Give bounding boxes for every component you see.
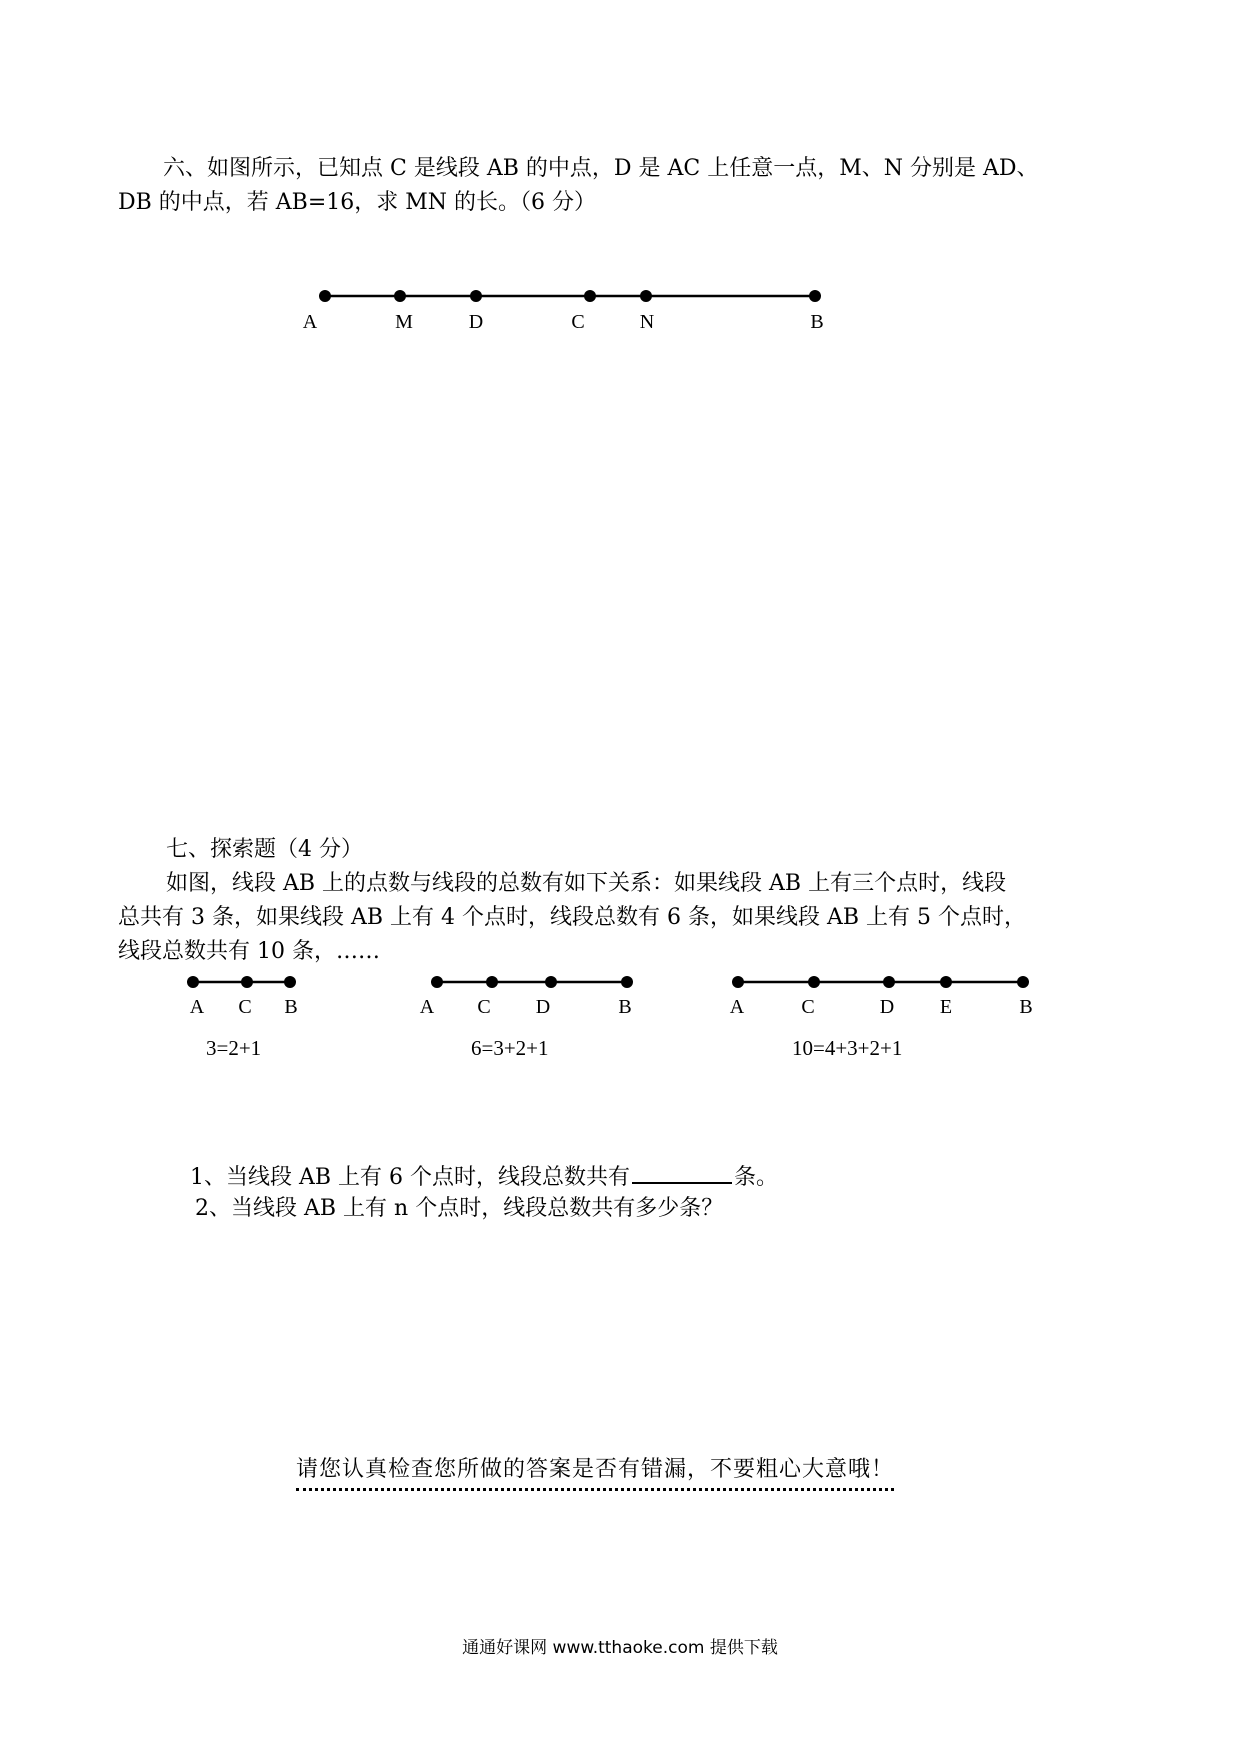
footer-source: 通通好课网 www.tthaoke.com 提供下载	[462, 1638, 778, 1658]
q7-fig2-label-a: A	[419, 996, 435, 1018]
q6-label-b: B	[810, 311, 824, 333]
reminder-text	[296, 1455, 894, 1485]
q7-fig2-label-b: B	[618, 996, 632, 1018]
q7-fig1-label-b: B	[284, 996, 298, 1018]
q6-text-line2: DB 的中点，若 AB=16，求 MN 的长。（6 分）	[118, 190, 597, 215]
q7-fig2-label-c: C	[477, 996, 491, 1018]
q7-fig1-point-b	[284, 976, 296, 988]
q7-fig2-point-a	[431, 976, 443, 988]
q6-text-line1: 六、如图所示，已知点 C 是线段 AB 的中点，D 是 AC 上任意一点，M、N 分别是 AD、	[163, 156, 1039, 181]
q6-point-b	[809, 290, 821, 302]
q7-text-line2: 总共有 3 条，如果线段 AB 上有 4 个点时，线段总数有 6 条，如果线段 AB 上有 5 个点时，	[118, 905, 1027, 930]
q6-label-a: A	[302, 311, 318, 333]
q7-fig3-label-b: B	[1019, 996, 1033, 1018]
q6-point-a	[319, 290, 331, 302]
q6-point-d	[470, 290, 482, 302]
q7-fig3-label-d: D	[879, 996, 895, 1018]
q7-fig3-point-b	[1017, 976, 1029, 988]
q7-fig2-label-d: D	[535, 996, 551, 1018]
q7-text-line3: 线段总数共有 10 条，……	[118, 939, 380, 964]
q7-title: 七、探索题（4 分）	[166, 837, 363, 862]
q6-point-m	[394, 290, 406, 302]
q7-fig1-label-a: A	[189, 996, 205, 1018]
q7-fig1-formula: 3=2+1	[206, 1036, 262, 1060]
q7-fig2-formula: 6=3+2+1	[471, 1036, 549, 1060]
q7-sub1-answer-blank[interactable]	[632, 1160, 732, 1184]
q6-point-n	[640, 290, 652, 302]
q7-fig3-point-c	[808, 976, 820, 988]
q7-fig2-point-b	[621, 976, 633, 988]
q7-sub2: 2、当线段 AB 上有 n 个点时，线段总数共有多少条？	[195, 1196, 724, 1221]
q7-fig3-point-d	[883, 976, 895, 988]
q7-fig3-formula: 10=4+3+2+1	[792, 1036, 903, 1060]
q7-fig1-point-a	[187, 976, 199, 988]
q7-fig1-point-c	[241, 976, 253, 988]
q7-sub1-text: 1、当线段 AB 上有 6 个点时，线段总数共有	[190, 1165, 631, 1190]
q6-label-n: N	[639, 311, 655, 333]
reminder-text-content: 请您认真检查您所做的答案是否有错漏，不要粗心大意哦！	[296, 1457, 894, 1491]
q7-fig2-point-c	[486, 976, 498, 988]
q6-label-m: M	[395, 311, 413, 333]
q7-fig3-label-e: E	[939, 996, 953, 1018]
q7-fig1-label-c: C	[238, 996, 252, 1018]
q7-text-line1: 如图，线段 AB 上的点数与线段的总数有如下关系：如果线段 AB 上有三个点时，线段	[166, 871, 1007, 896]
q7-fig3-point-e	[940, 976, 952, 988]
q6-label-d: D	[468, 311, 484, 333]
q7-fig3-label-a: A	[729, 996, 745, 1018]
q7-fig3-point-a	[732, 976, 744, 988]
q7-sub1-suffix: 条。	[734, 1165, 779, 1190]
q7-sub1	[190, 1160, 778, 1193]
q6-point-c	[584, 290, 596, 302]
q6-label-c: C	[571, 311, 585, 333]
q7-fig2-point-d	[545, 976, 557, 988]
q7-fig3-label-c: C	[801, 996, 815, 1018]
